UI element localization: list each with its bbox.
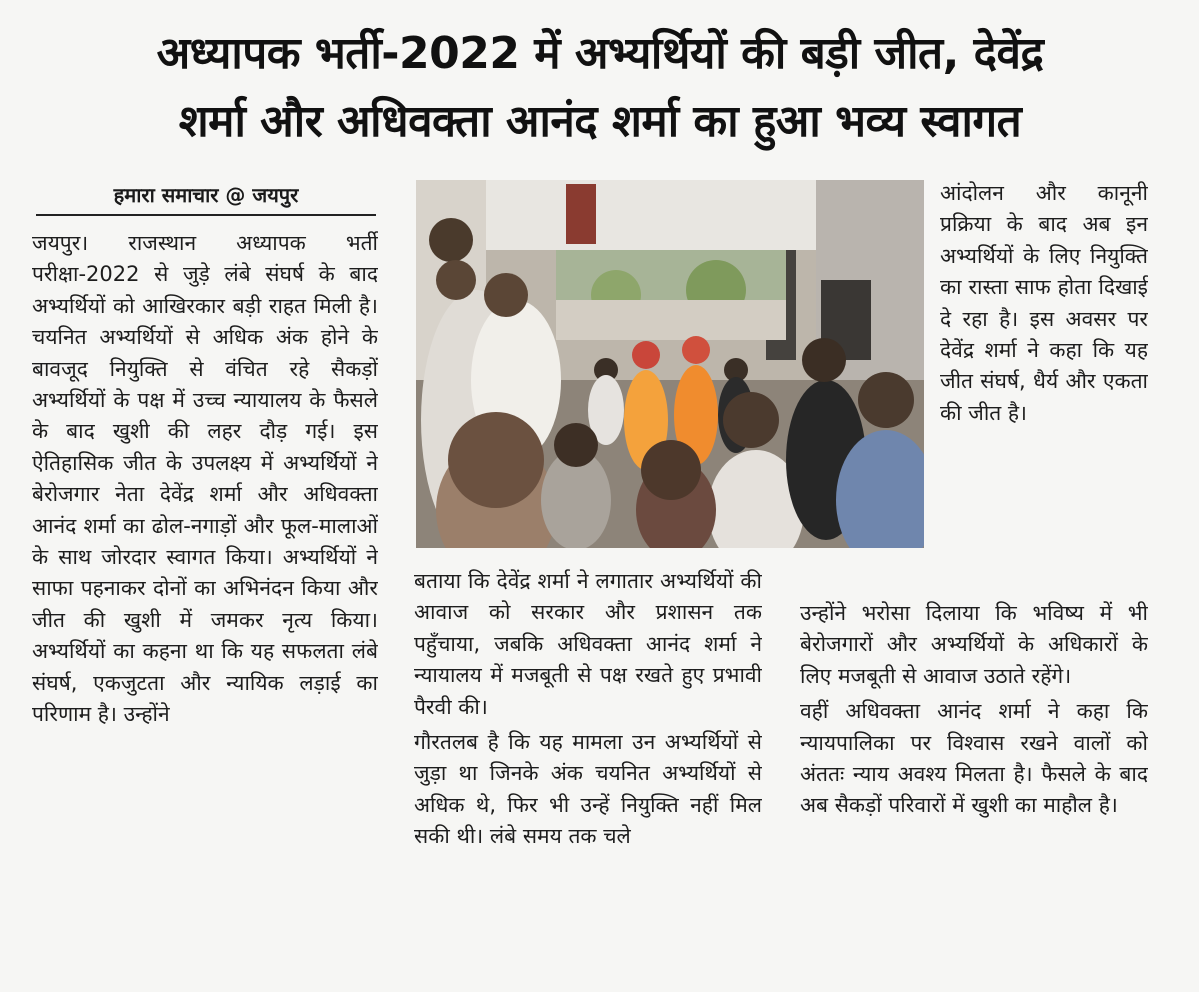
article-column-3-bottom	[800, 598, 1148, 976]
column-3-top-text: आंदोलन और कानूनी प्रक्रिया के बाद अब इन अभ्यर्थियों के लिए नियुक्ति का रास्ता साफ होता दिखाई दे रहा है। इस अवसर पर देवेंद्र शर्मा ने कहा कि यह जीत संघर्ष, धैर्य और एकता की जीत है।	[940, 181, 1148, 425]
column-1-text: जयपुर। राजस्थान अध्यापक भर्ती परीक्षा-2022 से जुड़े लंबे संघर्ष के बाद अभ्यर्थियों को आखिरकार बड़ी राहत मिली है। चयनित अभ्यर्थियों से अधिक अंक होने के बावजूद नियुक्ति से वंचित रहे सैकड़ों अभ्यर्थियों के पक्ष में उच्च न्यायालय के फैसले के बाद खुशी की लहर दौड़ गई। इस ऐतिहासिक जीत के उपलक्ष्य में अभ्यर्थियों ने बेरोजगार नेता देवेंद्र शर्मा और अधिवक्ता आनंद शर्मा का ढोल-नगाड़ों और फूल-मालाओं के साथ जोरदार स्वागत किया। अभ्यर्थियों ने साफा पहनाकर दोनों का अभिनंदन किया और जीत की खुशी में जमकर नृत्य किया। अभ्यर्थियों का कहना था कि यह सफलता लंबे संघर्ष, एकजुटता और न्यायिक लड़ाई का परिणाम है। उन्होंने	[32, 231, 378, 727]
headline-line-2: शर्मा और अधिवक्ता आनंद शर्मा का हुआ भव्य स्वागत	[178, 96, 1022, 147]
article-column-2	[414, 566, 762, 976]
column-3-paragraph-2: वहीं अधिवक्ता आनंद शर्मा ने कहा कि न्यायपालिका पर विश्वास रखने वालों को अंततः न्याय अवश्य मिलता है। फैसले के बाद अब सैकड़ों परिवारों में खुशी का माहौल है।	[800, 699, 1148, 818]
column-2-paragraph-2: गौरतलब है कि यह मामला उन अभ्यर्थियों से जुड़ा था जिनके अंक चयनित अभ्यर्थियों से अधिक थे, फिर भी उन्हें नियुक्ति नहीं मिल सकी थी। लंबे समय तक चले	[414, 730, 762, 849]
article-column-3-top	[940, 178, 1148, 590]
byline: हमारा समाचार @ जयपुर	[36, 180, 376, 216]
column-2-paragraph-1: बताया कि देवेंद्र शर्मा ने लगातार अभ्यर्थियों की आवाज को सरकार और प्रशासन तक पहुँचाया, जबकि अधिवक्ता आनंद शर्मा ने न्यायालय में मजबूती से पक्ष रखते हुए प्रभावी पैरवी की।	[414, 569, 762, 719]
column-3-paragraph-1: उन्होंने भरोसा दिलाया कि भविष्य में भी बेरोजगारों और अभ्यर्थियों के अधिकारों के लिए मजबूती से आवाज उठाते रहेंगे।	[800, 601, 1148, 688]
news-photo	[416, 180, 924, 548]
headline	[20, 20, 1180, 156]
crowd-photo-illustration	[416, 180, 924, 548]
headline-line-1: अध्यापक भर्ती-2022 में अभ्यर्थियों की बड़ी जीत, देवेंद्र	[156, 28, 1044, 79]
article-column-1	[32, 228, 378, 978]
